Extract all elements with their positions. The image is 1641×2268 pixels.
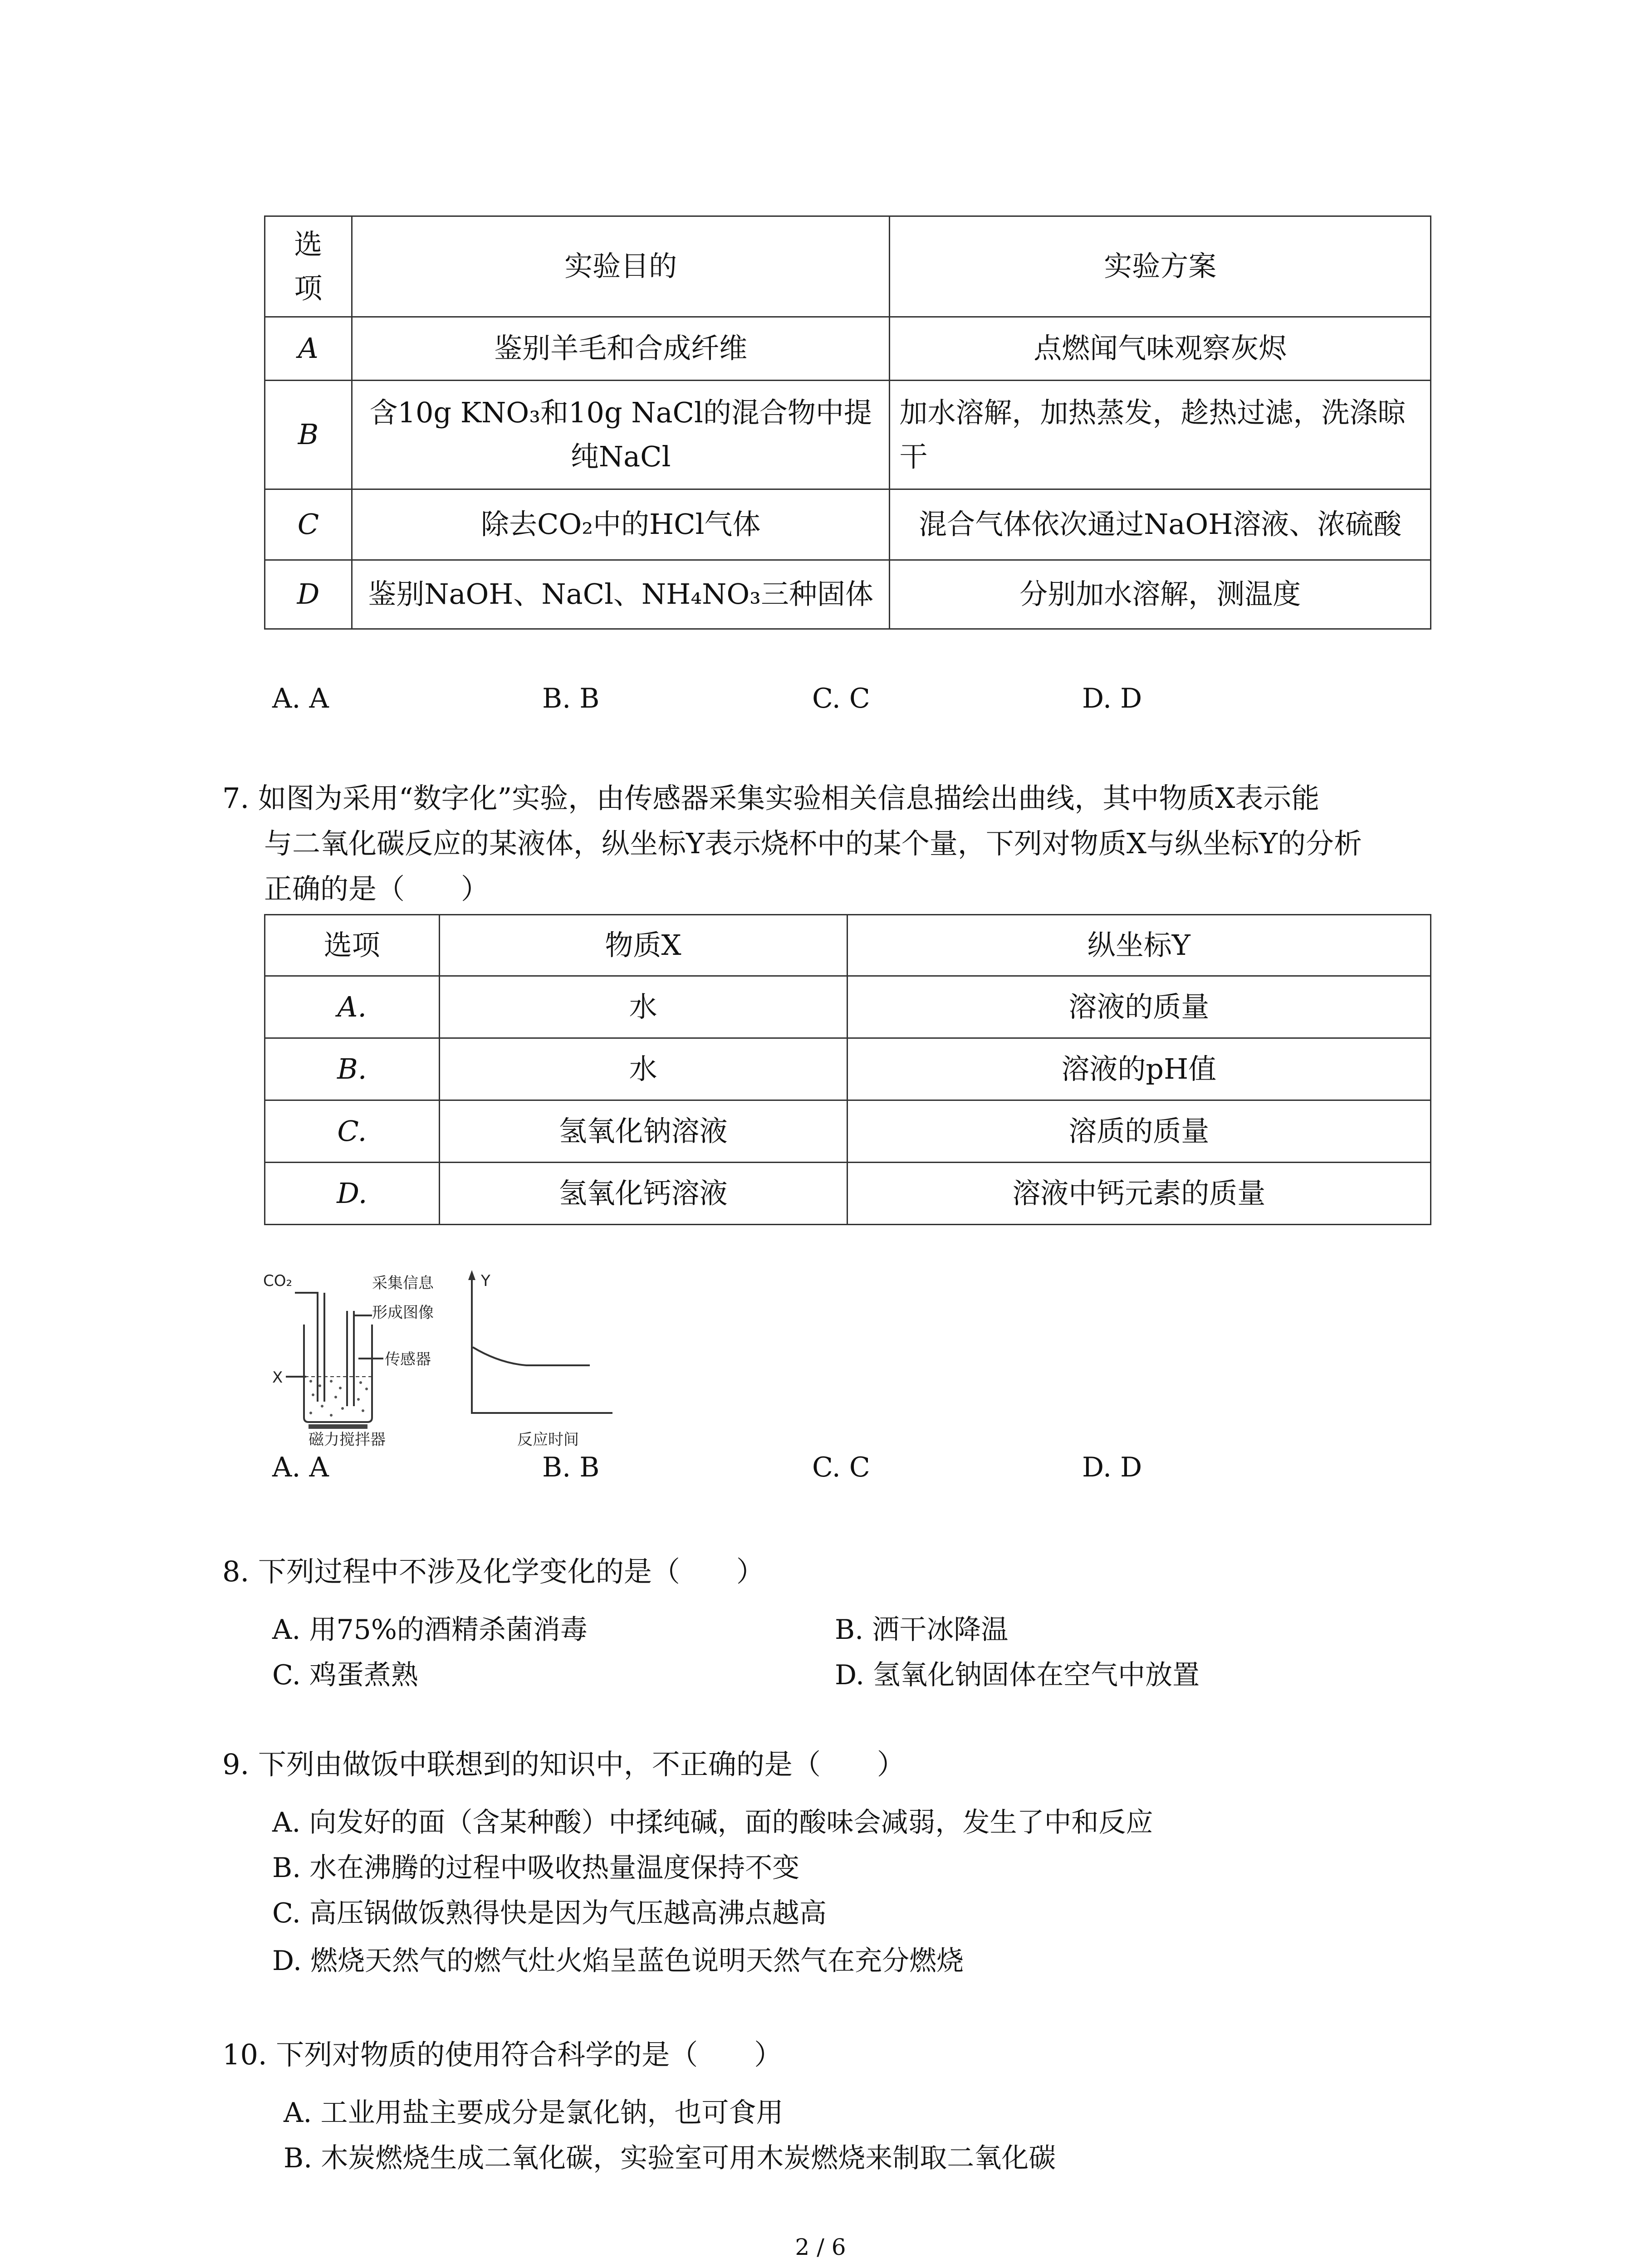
- q8-choice-b[interactable]: B. 洒干冰降温: [835, 1614, 1009, 1646]
- gas-tube: [295, 1293, 318, 1402]
- q9-choice-b[interactable]: B. 水在沸腾的过程中吸收热量温度保持不变: [272, 1852, 800, 1884]
- header-goal: 实验目的: [352, 216, 890, 317]
- q6-choice-a[interactable]: A. A: [272, 683, 329, 714]
- row-plan: 点燃闻气味观察灰烬: [890, 317, 1431, 381]
- q8-choice-a[interactable]: A. 用75%的酒精杀菌消毒: [272, 1614, 588, 1646]
- row-option: C.: [265, 1100, 440, 1163]
- q10-stem: 10. 下列对物质的使用符合科学的是（ ）: [222, 2038, 783, 2071]
- header-option: 选 项: [265, 216, 352, 317]
- row-option: B: [265, 381, 352, 489]
- y-arrow-icon: [468, 1270, 475, 1280]
- q8-stem: 8. 下列过程中不涉及化学变化的是（ ）: [222, 1555, 764, 1588]
- experiment-table: [264, 215, 1431, 630]
- row-plan: 混合气体依次通过NaOH溶液、浓硫酸: [890, 489, 1431, 560]
- q9-choice-d[interactable]: D. 燃烧天然气的燃气灶火焰呈蓝色说明天然气在充分燃烧: [272, 1945, 964, 1977]
- row-y: 溶液中钙元素的质量: [847, 1163, 1430, 1225]
- row-substance: 水: [439, 976, 847, 1038]
- row-goal: 鉴别羊毛和合成纤维: [352, 317, 890, 381]
- table-header-row: [265, 216, 1431, 317]
- table-row: [265, 976, 1431, 1038]
- table-row: [265, 1163, 1431, 1225]
- row-y: 溶液的质量: [847, 976, 1430, 1038]
- sensor-label: 传感器: [385, 1350, 431, 1369]
- row-plan: 加水溶解，加热蒸发，趁热过滤，洗涤晾干: [890, 381, 1431, 489]
- row-goal: 含10g KNO₃和10g NaCl的混合物中提纯NaCl: [352, 381, 890, 489]
- stirrer-base: [309, 1424, 367, 1429]
- q9-stem: 9. 下列由做饭中联想到的知识中，不正确的是（ ）: [222, 1748, 905, 1781]
- collect-label: 采集信息: [372, 1274, 434, 1292]
- page-number: 2 / 6: [795, 2234, 846, 2260]
- x-label: X: [272, 1369, 283, 1387]
- row-option: A: [265, 317, 352, 381]
- q10-choice-b[interactable]: B. 木炭燃烧生成二氧化碳，实验室可用木炭燃烧来制取二氧化碳: [284, 2142, 1056, 2174]
- form-label: 形成图像: [372, 1304, 434, 1322]
- header-plan: 实验方案: [890, 216, 1431, 317]
- x-axis-label: 反应时间: [517, 1431, 579, 1447]
- q7-table: [264, 914, 1431, 1225]
- row-y: 溶液的pH值: [847, 1038, 1430, 1100]
- table-row: [265, 1100, 1431, 1163]
- q9-choice-a[interactable]: A. 向发好的面（含某种酸）中揉纯碱，面的酸味会减弱，发生了中和反应: [272, 1807, 1153, 1838]
- q7-stem-line3: 正确的是（ ）: [264, 872, 490, 905]
- header-substance: 物质X: [439, 915, 847, 976]
- q7-stem-line2: 与二氧化碳反应的某液体，纵坐标Y表示烧杯中的某个量，下列对物质X与纵坐标Y的分析: [264, 827, 1362, 860]
- y-axis-label: Y: [481, 1272, 490, 1290]
- q7-stem-line1: 7. 如图为采用“数字化”实验，由传感器采集实验相关信息描绘出曲线，其中物质X表示能: [222, 782, 1320, 815]
- q8-choice-d[interactable]: D. 氢氧化钠固体在空气中放置: [835, 1659, 1200, 1691]
- row-substance: 氢氧化钙溶液: [439, 1163, 847, 1225]
- table-row: [265, 489, 1431, 560]
- row-option: D: [265, 560, 352, 629]
- stirrer-label: 磁力搅拌器: [309, 1431, 386, 1447]
- co2-label: CO₂: [263, 1272, 293, 1290]
- row-option: D.: [265, 1163, 440, 1225]
- q7-choice-b[interactable]: B. B: [542, 1452, 600, 1483]
- row-option: B.: [265, 1038, 440, 1100]
- row-substance: 水: [439, 1038, 847, 1100]
- q8-choice-c[interactable]: C. 鸡蛋煮熟: [272, 1659, 418, 1691]
- table-row: [265, 1038, 1431, 1100]
- q7-choice-a[interactable]: A. A: [272, 1452, 329, 1483]
- q9-choice-c[interactable]: C. 高压锅做饭熟得快是因为气压越高沸点越高: [272, 1897, 827, 1929]
- experiment-figure: [263, 1266, 612, 1447]
- beaker: [304, 1325, 372, 1422]
- q7-choice-d[interactable]: D. D: [1082, 1452, 1142, 1483]
- row-option: C: [265, 489, 352, 560]
- chart-axes: [472, 1279, 612, 1413]
- table-row: [265, 560, 1431, 629]
- row-goal: 鉴别NaOH、NaCl、NH₄NO₃三种固体: [352, 560, 890, 629]
- row-goal: 除去CO₂中的HCl气体: [352, 489, 890, 560]
- q6-choice-b[interactable]: B. B: [542, 683, 600, 714]
- q6-choice-d[interactable]: D. D: [1082, 683, 1142, 714]
- table-row: [265, 381, 1431, 489]
- row-y: 溶质的质量: [847, 1100, 1430, 1163]
- q7-choice-c[interactable]: C. C: [812, 1452, 870, 1483]
- q10-choice-a[interactable]: A. 工业用盐主要成分是氯化钠，也可食用: [284, 2097, 784, 2129]
- curve: [473, 1347, 590, 1365]
- row-option: A.: [265, 976, 440, 1038]
- table-row: [265, 317, 1431, 381]
- header-option: 选项: [265, 915, 440, 976]
- table-header-row: [265, 915, 1431, 976]
- row-substance: 氢氧化钠溶液: [439, 1100, 847, 1163]
- row-plan: 分别加水溶解，测温度: [890, 560, 1431, 629]
- header-y: 纵坐标Y: [847, 915, 1430, 976]
- q6-choice-c[interactable]: C. C: [812, 683, 870, 714]
